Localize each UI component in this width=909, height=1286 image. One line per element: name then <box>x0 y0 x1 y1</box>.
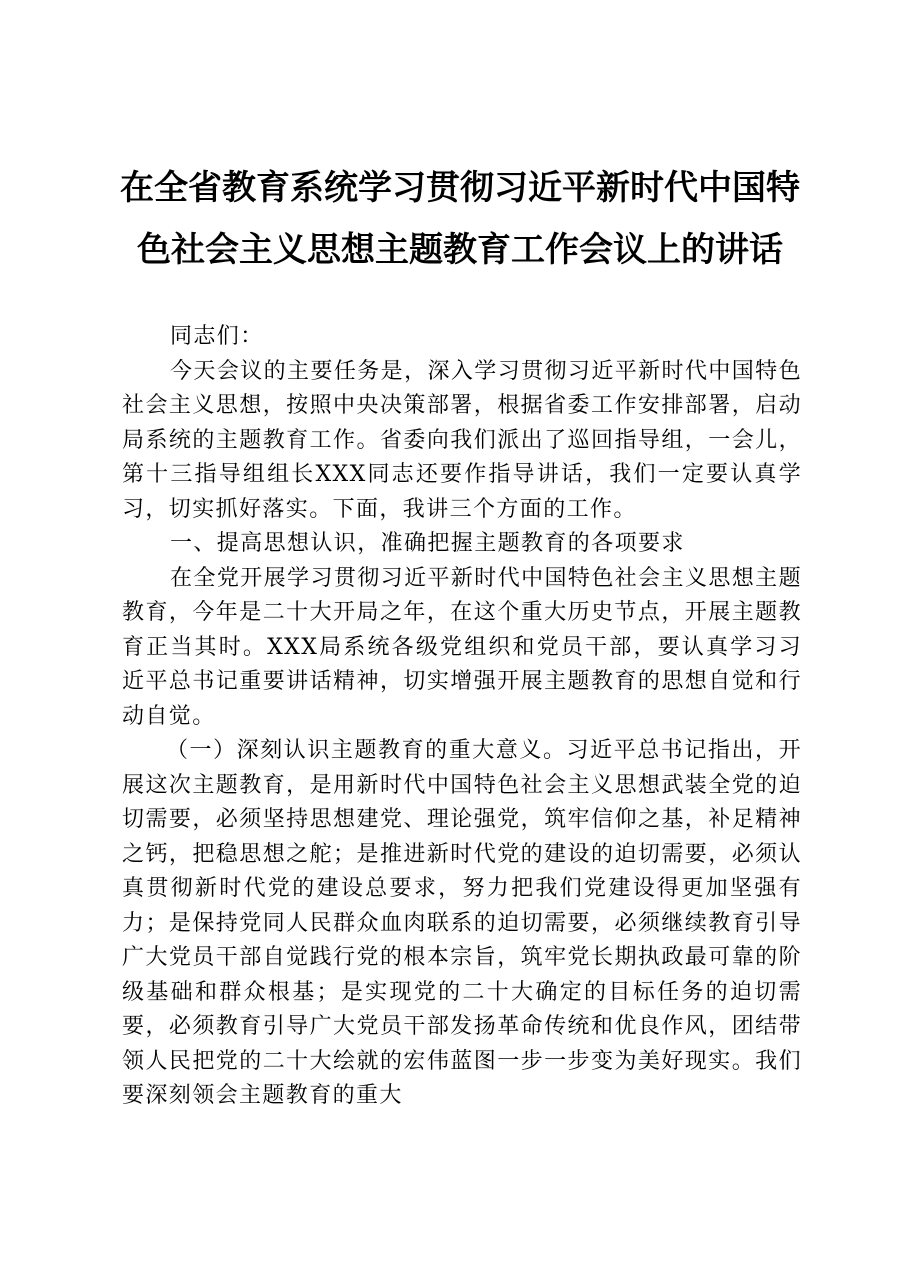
salutation: 同志们： <box>170 324 264 349</box>
document-title-line-1: 在全省教育系统学习贯彻习近平新时代中国特 <box>120 168 800 208</box>
paragraph-section-1: 在全党开展学习贯彻习近平新时代中国特色社会主义思想主题教育，今年是二十大开局之年，在这个重大历史节点，开展主题教育正当其时。XXX局系统各级党组织和党员干部，要认真学习习近平总书记重要讲话精神，切实增强开展主题教育的思想自觉和行动自觉。 <box>122 565 802 729</box>
paragraph-intro: 今天会议的主要任务是，深入学习贯彻习近平新时代中国特色社会主义思想，按照中央决策部署，根据省委工作安排部署，启动局系统的主题教育工作。省委向我们派出了巡回指导组，一会儿，第十三指导组组长XXX同志还要作指导讲话，我们一定要认真学习，切实抓好落实。下面，我讲三个方面的工作。 <box>122 358 802 522</box>
document-body <box>122 320 802 1114</box>
paragraph-subsection-1: （一）深刻认识主题教育的重大意义。习近平总书记指出，开展这次主题教育，是用新时代中国特色社会主义思想武装全党的迫切需要，必须坚持思想建党、理论强党，筑牢信仰之基，补足精神之钙，把稳思想之舵；是推进新时代党的建设的迫切需要，必须认真贯彻新时代党的建设总要求，努力把我们党建设得更加坚强有力；是保持党同人民群众血肉联系的迫切需要，必须继续教育引导广大党员干部自觉践行党的根本宗旨，筑牢党长期执政最可靠的阶级基础和群众根基；是实现党的二十大确定的目标任务的迫切需要，必须教育引导广大党员干部发扬革命传统和优良作风，团结带领人民把党的二十大绘就的宏伟蓝图一步一步变为美好现实。我们要深刻领会主题教育的重大 <box>122 738 802 1108</box>
document-title-line-2: 色社会主义思想主题教育工作会议上的讲话 <box>137 230 783 270</box>
section-heading-1: 一、提高思想认识，准确把握主题教育的各项要求 <box>170 531 685 556</box>
